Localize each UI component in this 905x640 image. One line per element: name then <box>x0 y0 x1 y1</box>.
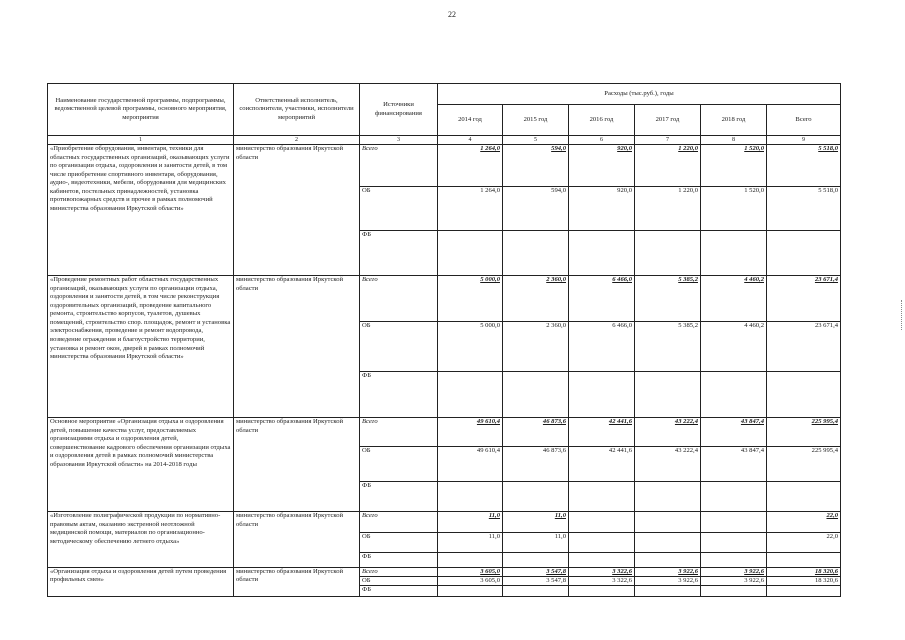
col-number: 6 <box>569 136 635 145</box>
col-number: 5 <box>503 136 569 145</box>
table-row <box>48 276 841 322</box>
budget-table <box>47 83 841 597</box>
header-year: 2018 год <box>701 105 767 136</box>
ob-value: 594,0 <box>503 187 569 231</box>
source-fb-label: ФБ <box>360 482 438 512</box>
ob-value: 920,0 <box>569 187 635 231</box>
total-value: 225 995,4 <box>767 418 841 447</box>
total-value: 3 605,0 <box>438 568 503 577</box>
header-year: 2017 год <box>635 105 701 136</box>
col-number: 4 <box>438 136 503 145</box>
header-year: 2014 год <box>438 105 503 136</box>
total-value: 3 922,6 <box>635 568 701 577</box>
total-value: 22,0 <box>767 512 841 533</box>
source-fb-label: ФБ <box>360 553 438 568</box>
ob-value: 5 518,0 <box>767 187 841 231</box>
measure-executor: министерство образования Иркутской области <box>234 145 360 276</box>
total-value: 2 360,0 <box>503 276 569 322</box>
ob-value: 43 222,4 <box>635 447 701 482</box>
source-total-label: Всего <box>360 418 438 447</box>
total-value: 43 222,4 <box>635 418 701 447</box>
ob-value: 23 671,4 <box>767 322 841 372</box>
source-total-label: Всего <box>360 568 438 577</box>
total-value: 4 460,2 <box>701 276 767 322</box>
total-value: 1 220,0 <box>635 145 701 187</box>
col-number: 3 <box>360 136 438 145</box>
ob-value: 5 000,0 <box>438 322 503 372</box>
total-value <box>635 512 701 533</box>
ob-value: 225 995,4 <box>767 447 841 482</box>
col-number: 8 <box>701 136 767 145</box>
ob-value: 2 360,0 <box>503 322 569 372</box>
total-value: 3 922,6 <box>701 568 767 577</box>
header-year: 2016 год <box>569 105 635 136</box>
ob-value: 1 264,0 <box>438 187 503 231</box>
ob-value <box>569 533 635 553</box>
total-value: 5 385,2 <box>635 276 701 322</box>
measure-name: «Проведение ремонтных работ областных государственных организаций, оказывающих услуги по организации отдыха, оздоровления и занятости детей, в том числе реконструкция оздоровительных организаций, проведение капитального ремонта, строительство корпусов, туалетов, душевых помещений, строительство спор. площадок, ремонт и установка электроснабжения, проведение и ремонт водопровода, возведение ограждения и благоустройство территории, установка и ремонт окон, дверей в рамках полномочий министерства образования Иркутской области» <box>48 276 234 418</box>
ob-value: 6 466,0 <box>569 322 635 372</box>
total-value: 49 610,4 <box>438 418 503 447</box>
header-sources: Источники финансирования <box>360 84 438 136</box>
measure-executor: министерство образования Иркутской области <box>234 512 360 568</box>
total-value: 3 547,8 <box>503 568 569 577</box>
source-total-label: Всего <box>360 145 438 187</box>
col-number: 7 <box>635 136 701 145</box>
ob-value: 3 922,6 <box>701 577 767 586</box>
total-value: 11,0 <box>438 512 503 533</box>
ob-value: 49 610,4 <box>438 447 503 482</box>
table-row <box>48 418 841 447</box>
measure-name: Основное мероприятие «Организация отдыха и оздоровления детей, повышение качества услуг, предоставляемых организациями отдыха и оздоровления детей, совершенствование кадрового обеспечения организации отдыха и оздоровления детей в рамках полномочий министерства образования Иркутской области» на 2014-2018 годы <box>48 418 234 512</box>
total-value: 42 441,6 <box>569 418 635 447</box>
total-value: 5 518,0 <box>767 145 841 187</box>
total-value: 11,0 <box>503 512 569 533</box>
measure-name: «Изготовление полиграфической продукции по нормативно-правовым актам, оказанию экстренной неотложной медицинской помощи, материалов по организационно-методическому обеспечению летнего отдыха» <box>48 512 234 568</box>
source-fb-label: ФБ <box>360 586 438 597</box>
ob-value: 3 922,6 <box>635 577 701 586</box>
ob-value: 11,0 <box>503 533 569 553</box>
source-ob-label: ОБ <box>360 533 438 553</box>
ob-value: 1 220,0 <box>635 187 701 231</box>
ob-value: 3 547,8 <box>503 577 569 586</box>
source-total-label: Всего <box>360 276 438 322</box>
source-fb-label: ФБ <box>360 231 438 276</box>
ob-value: 43 847,4 <box>701 447 767 482</box>
ob-value: 1 520,0 <box>701 187 767 231</box>
measure-name: «Организация отдыха и оздоровления детей путем проведения профильных смен» <box>48 568 234 597</box>
total-value: 43 847,4 <box>701 418 767 447</box>
source-total-label: Всего <box>360 512 438 533</box>
total-value: 920,0 <box>569 145 635 187</box>
col-number: 9 <box>767 136 841 145</box>
header-executor: Ответственный исполнитель, соисполнители, участники, исполнители мероприятий <box>234 84 360 136</box>
source-ob-label: ОБ <box>360 447 438 482</box>
total-value <box>569 512 635 533</box>
measure-executor: министерство образования Иркутской области <box>234 568 360 597</box>
measure-executor: министерство образования Иркутской области <box>234 276 360 418</box>
ob-value: 3 605,0 <box>438 577 503 586</box>
source-ob-label: ОБ <box>360 577 438 586</box>
total-value: 6 466,0 <box>569 276 635 322</box>
header-year: 2015 год <box>503 105 569 136</box>
total-value: 5 000,0 <box>438 276 503 322</box>
ob-value: 4 460,2 <box>701 322 767 372</box>
ob-value: 46 873,6 <box>503 447 569 482</box>
source-ob-label: ОБ <box>360 187 438 231</box>
ob-value: 3 322,6 <box>569 577 635 586</box>
measure-executor: министерство образования Иркутской области <box>234 418 360 512</box>
total-value: 18 320,6 <box>767 568 841 577</box>
header-name: Наименование государственной программы, подпрограммы, ведомственной целевой программы, основного мероприятия, мероприятия <box>48 84 234 136</box>
measure-name: «Приобретение оборудования, инвентаря, техники для областных государственных организаций, оказывающих услуги по организации отдыха, оздоровления и занятости детей, в том числе приобретение спортивного инвентаря, оборудования, аудио-, видеотехники, мебели, оборудования для медицинских кабинетов, постельных принадлежностей, установка противопожарных средств и прочее в рамках полномочий министерства образования Иркутской области» <box>48 145 234 276</box>
page-number: 22 <box>448 10 456 19</box>
col-number: 2 <box>234 136 360 145</box>
total-value: 1 520,0 <box>701 145 767 187</box>
ob-value <box>635 533 701 553</box>
source-ob-label: ОБ <box>360 322 438 372</box>
source-fb-label: ФБ <box>360 372 438 418</box>
table-row <box>48 568 841 577</box>
ob-value: 22,0 <box>767 533 841 553</box>
total-value: 3 322,6 <box>569 568 635 577</box>
ob-value <box>701 533 767 553</box>
col-number: 1 <box>48 136 234 145</box>
edge-dotted-mark <box>901 300 903 330</box>
header-total: Всего <box>767 105 841 136</box>
total-value: 1 264,0 <box>438 145 503 187</box>
ob-value: 11,0 <box>438 533 503 553</box>
total-value: 594,0 <box>503 145 569 187</box>
table-row <box>48 512 841 533</box>
ob-value: 18 320,6 <box>767 577 841 586</box>
total-value: 46 873,6 <box>503 418 569 447</box>
total-value: 23 671,4 <box>767 276 841 322</box>
total-value <box>701 512 767 533</box>
table-row <box>48 145 841 187</box>
ob-value: 5 385,2 <box>635 322 701 372</box>
header-expenses: Расходы (тыс.руб.), годы <box>438 84 841 105</box>
ob-value: 42 441,6 <box>569 447 635 482</box>
